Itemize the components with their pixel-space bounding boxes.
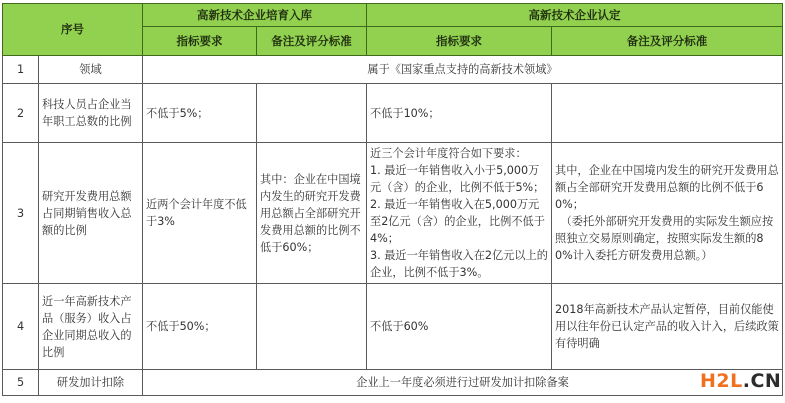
table-row (3, 84, 783, 143)
certification-requirement: 不低于60% (367, 284, 552, 370)
header-seq: 序号 (3, 4, 143, 56)
row-seq: 1 (3, 56, 39, 84)
header-certification-note: 备注及评分标准 (552, 27, 783, 56)
header-certification-group: 高新技术企业认定 (367, 4, 783, 27)
watermark-logo (700, 370, 781, 392)
incubation-note (257, 284, 367, 370)
header-row-group (3, 4, 783, 27)
row-item: 近一年高新技术产品（服务）收入占企业同期总收入的比例 (39, 284, 143, 370)
header-incubation-requirement: 指标要求 (143, 27, 257, 56)
incubation-requirement: 近两个会计年度不低于3% (143, 143, 257, 284)
header-incubation-note: 备注及评分标准 (257, 27, 367, 56)
certification-note-main: 其中，企业在中国境内发生的研究开发费用总额占全部研究开发费用总额的比例不低于60%； (555, 164, 779, 211)
row-item: 研究开发费用总额占同期销售收入总额的比例 (39, 143, 143, 284)
incubation-note: 其中：企业在中国境内发生的研究开发费用总额占全部研究开发费用总额的比例不低于60%； (257, 143, 367, 284)
row-merged-value: 属于《国家重点支持的高新技术领域》 (143, 56, 783, 84)
row-seq: 5 (3, 370, 39, 396)
certification-requirement-item-2: 2. 最近一年销售收入在5,000万元至2亿元（含）的企业，比例不低于4%； (370, 198, 545, 245)
incubation-requirement: 不低于50%； (143, 284, 257, 370)
certification-requirement-item-3: 3. 最近一年销售收入在2亿元以上的企业，比例不低于3%。 (370, 249, 548, 279)
header-incubation-group: 高新技术企业培育入库 (143, 4, 367, 27)
table-row (3, 370, 783, 396)
row-seq: 3 (3, 143, 39, 284)
incubation-note (257, 84, 367, 143)
incubation-requirement: 不低于5%； (143, 84, 257, 143)
table-row (3, 56, 783, 84)
table-row (3, 284, 783, 370)
certification-note-extra: （委托外部研究开发费用的实际发生额应按照独立交易原则确定，按照实际发生额的80%计入委托方研发费用总额。） (555, 215, 774, 262)
row-seq: 4 (3, 284, 39, 370)
certification-requirement-intro: 近三个会计年度符合如下要求： (370, 147, 527, 160)
row-item: 科技人员占企业当年职工总数的比例 (39, 84, 143, 143)
policy-comparison-table (2, 3, 783, 396)
table-row (3, 143, 783, 284)
row-seq: 2 (3, 84, 39, 143)
header-certification-requirement: 指标要求 (367, 27, 552, 56)
watermark-part-cn: .CN (742, 370, 782, 392)
certification-requirement: 不低于10%； (367, 84, 552, 143)
certification-requirement-item-1: 1. 最近一年销售收入小于5,000万元（含）的企业，比例不低于5%； (370, 164, 545, 194)
certification-note (552, 143, 783, 284)
row-item: 研发加计扣除 (39, 370, 143, 396)
certification-requirement (367, 143, 552, 284)
certification-note: 2018年高新技术产品认定暂停，目前仅能使用以往年份已认定产品的收入计入，后续政策有待明确 (552, 284, 783, 370)
row-item: 领域 (39, 56, 143, 84)
certification-note (552, 84, 783, 143)
row-merged-value: 企业上一年度必须进行过研发加计扣除备案 (143, 370, 783, 396)
watermark-part-h2l: H2L (700, 370, 743, 392)
